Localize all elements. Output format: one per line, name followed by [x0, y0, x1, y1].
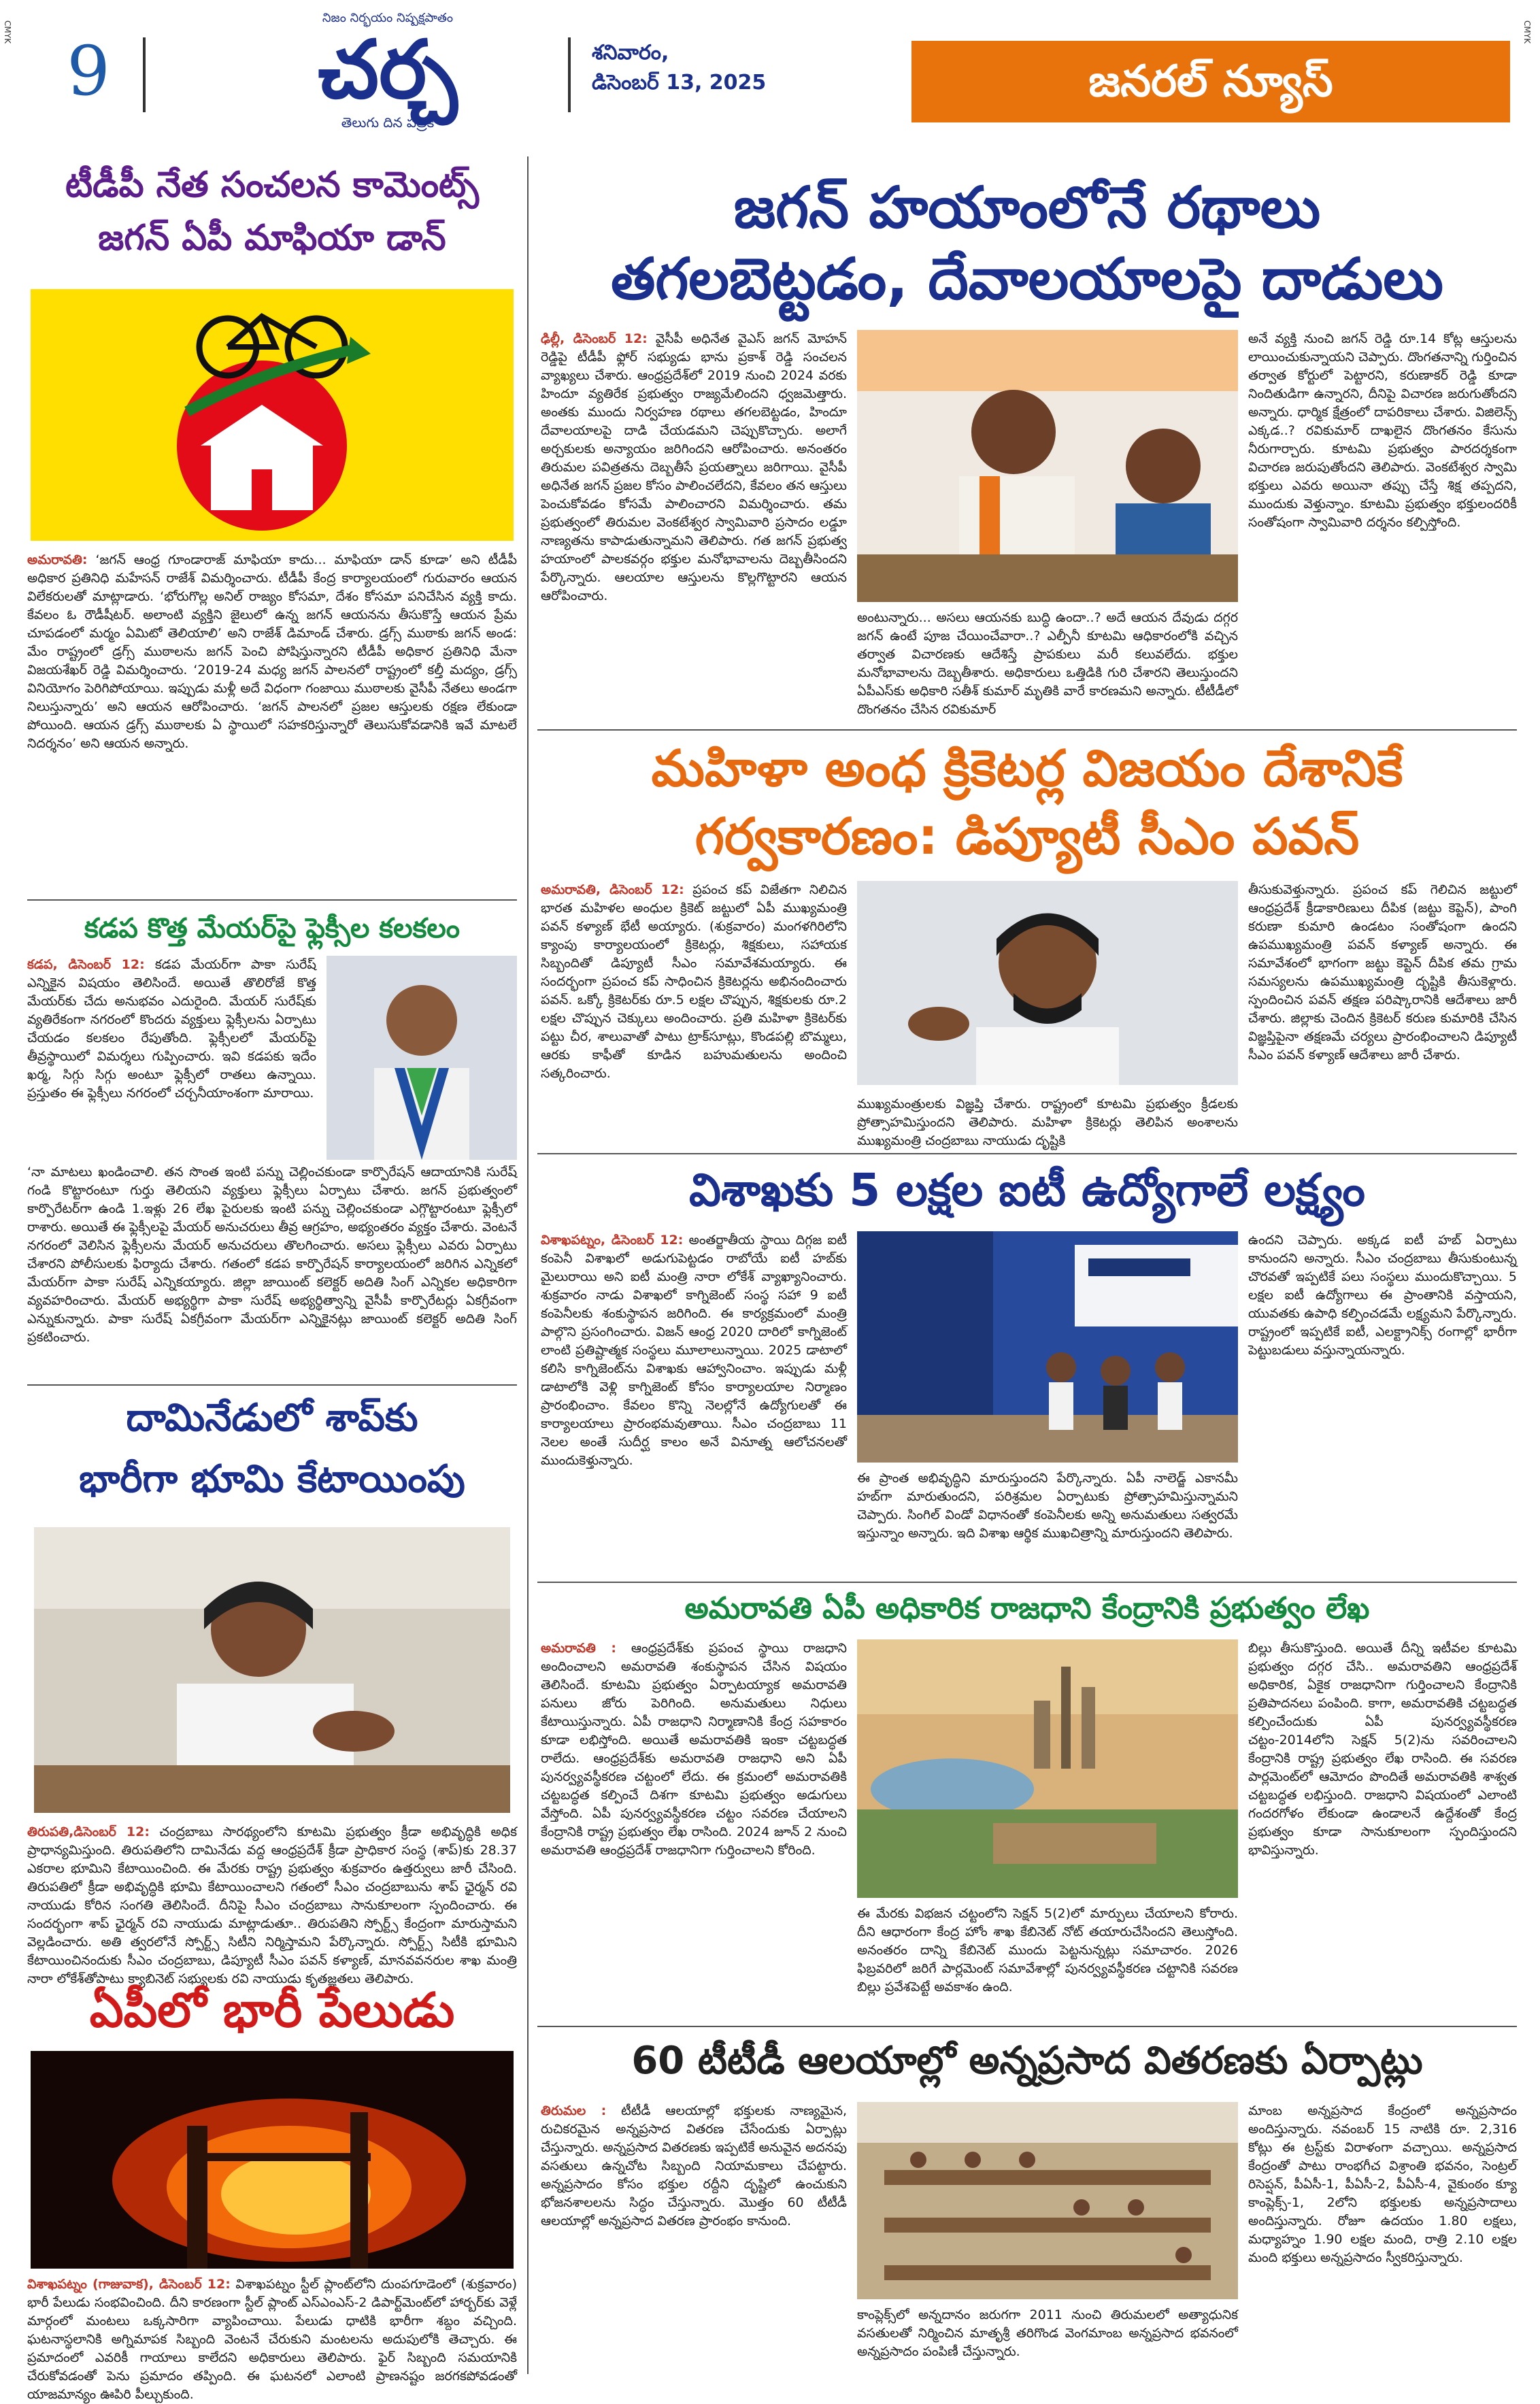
tdp-headline-2: జగన్ ఏపీ మాఫియా డాన్: [98, 218, 446, 258]
amaravati-col2-text: ఈ మేరకు విభజన చట్టంలోని సెక్షన్ 5(2)లో మార్పులు చేయాలని కోరారు. దీని ఆధారంగా కేంద్ర హోం శాఖ కేబినెట్ నోట్ తయారుచేసిందని తెలుస్తోంది. అనంతరం దాన్ని కేబినెట్ ముందు పెట్టనున్నట్లు సమాచారం. 2026 ఫిబ్రవరిలో జరిగే పార్లమెంట్ సమావేశాల్లో పునర్వ్యవస్థీకరణ చట్టానికి సవరణ బిల్లు ప్రవేశపెట్టే అవకాశం ఉంది.: [857, 1906, 1238, 1994]
amaravati-col2: [857, 1905, 1238, 2020]
cricket-col1-text: ప్రపంచ కప్ విజేతగా నిలిచిన భారత మహిళల అంధుల క్రికెట్ జట్టులో ఏపీ ముఖ్యమంత్రి పవన్ కళ్యాణ్ భేటీ అయ్యారు. (శుక్రవారం) మంగళగిరిలోని క్యాంపు కార్యాలయంలో క్రికెటర్లు, శిక్షకులు, సహాయక సిబ్బందితో డిప్యూటీ సీఎం సమావేశమయ్యారు. ఈ సందర్భంగా ప్రపంచ కప్ సాధించిన క్రికెటర్లను అభినందించారు పవన్. ఒక్కో క్రికెటర్‌కు రూ.5 లక్షల చొప్పున, శిక్షకులకు రూ.2 లక్షల చొప్పున చెక్కులు అందించారు. ప్రతి మహిళా క్రికెటర్‌కు పట్టు చీర, శాలువాతో పాటు ట్రాక్‌సూట్లు, కొండపల్లి బొమ్మలు, ఆరకు కాఫీతో కూడిన బహుమతులను అందించి సత్కరించారు.: [541, 882, 847, 1081]
cricket-col3: [1248, 881, 1517, 1150]
cmyk-label-left: CMYK: [3, 20, 12, 44]
tdp-dateline: అమరావతి:: [27, 552, 88, 567]
kadapa-mayor-photo: [327, 956, 517, 1160]
amaravati-col3: [1248, 1639, 1517, 2020]
jagan-press-photo: [857, 330, 1238, 602]
cmyk-label-right: CMYK: [1522, 20, 1532, 44]
ttd-col1-text: టీటీడీ ఆలయాల్లో భక్తులకు నాణ్యమైన, రుచికరమైన అన్నప్రసాద వితరణ చేసేందుకు ఏర్పాట్లు చేస్తున్నారు. అన్నప్రసాద వితరణకు ఇప్పటికే అనువైన అదనపు వసతులు ఉన్నచోట సిబ్బంది నియామకాలు చేపట్టారు. అన్నప్రసాదం కోసం భక్తుల రద్దీని దృష్టిలో ఉంచుకుని భోజనశాలలను సిద్ధం చేస్తున్నారు. మొత్తం 60 టీటీడీ ఆలయాల్లో అన్నప్రసాద వితరణ ప్రారంభం కానుంది.: [541, 2103, 847, 2228]
damineedu-dateline: తిరుపతి,డిసెంబర్ 12:: [27, 1824, 150, 1839]
kadapa-col1-text: కడప మేయర్‌గా పాకా సురేష్ ఎన్నికైన విషయం తెలిసిందే. అయితే తొలిరోజే కొత్త మేయర్‌కు చేదు అనుభవం ఎదురైంది. మేయర్ సురేష్‌కు వ్యతిరేకంగా నగరంలో కొందరు వ్యక్తులు ఫ్లెక్సీలను ఏర్పాటు చేయడం కలకలం రేపుతోంది. ఫ్లెక్సీలలో మేయర్‌పై తీవ్రస్థాయిలో విమర్శలు గుప్పించారు. ఇవి కడపకు ఇదేం ఖర్మ, సిగ్గు సిగ్గు అంటూ ఫ్లెక్సీలో రాతలు ఉన్నాయి. ప్రస్తుతం ఈ ఫ్లెక్సీలు నగరంలో చర్చనీయాంశంగా మారాయి.: [27, 957, 316, 1101]
cricket-col3-text: తీసుకువెళ్తున్నారు. ప్రపంచ కప్ గెలిచిన జట్టులో ఆంధ్రప్రదేశ్ క్రీడాకారిణులు దీపిక (జట్టు కెప్టెన్), పాంగి కరుణా కుమారి ఉండటం సంతోషంగా ఉందని ఉపముఖ్యమంత్రి పవన్ కళ్యాణ్ అన్నారు. ఈ సమావేశంలో భాగంగా జట్టు కెప్టెన్ దీపిక తమ గ్రామ సమస్యలను ఉపముఖ్యమంత్రి దృష్టికి తీసుకెళ్లారు. స్పందించిన పవన్ తక్షణ పరిష్కారానికి ఆదేశాలు జారీ చేశారు. జిల్లాకు చెందిన క్రికెటర్ కరుణ కుమారికి చేసిన విజ్ఞప్తిపైనా తక్షణమే చర్యలు ప్రారంభించాలని డిప్యూటీ సీఎం పవన్ కళ్యాణ్ ఆదేశాలు జారీ చేశారు.: [1248, 882, 1517, 1063]
vizag-col3-text: ఉందని చెప్పారు. అక్కడ ఐటీ హబ్ ఏర్పాటు కానుందని అన్నారు. సీఎం చంద్రబాబు తీసుకుంటున్న చొరవతో ఇప్పటికే పలు సంస్థలు ముందుకొచ్చాయి. 5 లక్షల ఐటీ ఉద్యోగాలు ఈ ప్రాంతానికి వస్తాయని, యువతకు ఉపాధి కల్పించడమే లక్ష్యమని పేర్కొన్నారు. రాష్ట్రంలో ఇప్పటికే ఐటీ, ఎలక్ట్రానిక్స్ రంగాల్లో భారీగా పెట్టుబడులు వస్తున్నాయన్నారు.: [1248, 1233, 1517, 1358]
left-divider-2: [27, 1384, 517, 1386]
tdp-headline-1: టీడీపీ నేత సంచలన కామెంట్స్: [65, 165, 480, 205]
jagan-headline-2: తగలబెట్టడం, దేవాలయాలపై దాడులు: [611, 246, 1443, 312]
amaravati-col1: [541, 1639, 847, 2020]
cricket-headline-2: గర్వకారణం: డిప్యూటీ సీఎం పవన్: [694, 807, 1360, 866]
kadapa-headline: కడప కొత్త మేయర్‌పై ఫ్లెక్సీల కలకలం: [84, 913, 461, 944]
cricket-col1: [541, 881, 847, 1150]
ttd-headline: 60 టీటీడీ ఆలయాల్లో అన్నప్రసాద వితరణకు ఏర్పాట్లు: [631, 2039, 1423, 2083]
right-divider-1: [537, 729, 1517, 731]
ttd-col3-text: మాంబ అన్నప్రసాద కేంద్రంలో అన్నప్రసాదం అందిస్తున్నారు. నవంబర్ 15 నాటికి రూ. 2,316 కోట్లు ఈ ట్రస్ట్‌కు విరాళంగా వచ్చాయి. అన్నప్రసాద కేంద్రంతో పాటు రాంభగీచ విశ్రాంతి భవనం, సెంట్రల్ రిసెప్షన్, పీఏసీ-1, పీఏసీ-2, పీఏసీ-4, వైకుంఠం క్యూ కాంప్లెక్స్-1, 2లోని భక్తులకు అన్నప్రసాదాలు అందిస్తున్నారు. రోజూ ఉదయం 1.80 లక్షలు, మధ్యాహ్నం 1.90 లక్షల మంది, రాత్రి 2.10 లక్షల మంది భక్తులు అన్నప్రసాదం స్వీకరిస్తున్నారు.: [1248, 2103, 1517, 2265]
right-divider-3: [537, 1582, 1517, 1583]
damineedu-text: చంద్రబాబు సారథ్యంలోని కూటమి ప్రభుత్వం క్రీడా అభివృద్ధికి అధిక ప్రాధాన్యమిస్తుంది. తిరుపతిలోని దామినేడు వద్ద ఆంధ్రప్రదేశ్ క్రీడా ప్రాధికార సంస్థ (శాప్)కు 28.37 ఎకరాల భూమిని కేటాయించింది. ఈ మేరకు రాష్ట్ర ప్రభుత్వం శుక్రవారం ఉత్తర్వులు జారీ చేసింది. తిరుపతిలో క్రీడా అభివృద్ధికి భూమి కేటాయించాలని గతంలో సీఎం చంద్రబాబును శాప్ ఛైర్మన్ రవి నాయుడు కోరిన సంగతి తెలిసిందే. దీనిపై సీఎం చంద్రబాబు సానుకూలంగా స్పందించారు. ఈ సందర్భంగా శాప్ ఛైర్మన్ రవి నాయుడు మాట్లాడుతూ.. తిరుపతిని స్పోర్ట్స్ కేంద్రంగా మారుస్తామని వెల్లడించారు. అతి త్వరలోనే స్పోర్ట్స్ సిటీని నిర్మిస్తామని పేర్కొన్నారు. స్పోర్ట్స్ సిటీకి భూమిని కేటాయించినందుకు సీఎం చంద్రబాబు, డిప్యూటీ సీఎం పవన్ కళ్యాణ్, మానవవనరుల శాఖ మంత్రి నారా లోకేశ్‌తోపాటు క్యాబినెట్ సభ్యులకు రవి నాయుడు కృతజ్ఞతలు తెలిపారు.: [27, 1824, 517, 1986]
cricket-col2-text: ముఖ్యమంత్రులకు విజ్ఞప్తి చేశారు. రాష్ట్రంలో కూటమి ప్రభుత్వం క్రీడలకు ప్రోత్సాహమిస్తుందని తెలిపారు. మహిళా క్రికెటర్లు తెలిపిన అంశాలను ముఖ్యమంత్రి చంద్రబాబు నాయుడు దృష్టికి: [857, 1097, 1238, 1148]
kadapa-dateline: కడప, డిసెంబర్ 12:: [27, 957, 145, 972]
ttd-col2-text: కాంప్లెక్స్‌లో అన్నదానం జరుగగా 2011 నుంచి తిరుమలలో అత్యాధునిక వసతులతో నిర్మించిన మాతృశ్రీ తరిగొండ వెంగమాంబ అన్నప్రసాద భవనంలో అన్నప్రసాదం పంపిణీ చేస్తున్నారు.: [857, 2307, 1238, 2359]
damineedu-photo: [34, 1527, 510, 1813]
tdp-text: ‘జగన్ ఆంధ్ర గూండారాజ్ మాఫియా కాదు... మాఫియా డాన్ కూడా’ అని టీడీపీ అధికార ప్రతినిధి మహేసన్ రాజేశ్ విమర్శించారు. టీడీపీ కేంద్ర కార్యాలయంలో గురువారం ఆయన విలేకరులతో మాట్లాడారు. ‘భోరుగొల్ల అనిల్ రాజ్యం కోసమా, దేశం కోసమా పనిచేసిన వ్యక్తి కాదు. కేవలం ఓ రౌడీషీటర్. అలాంటి వ్యక్తిని జైలులో ఉన్న జగన్ ఆయనను తీసుకొస్తే ఆయన ప్రేమ చూపడంలో మర్మం ఏమిటో తెలియాలి’ అని రాజేశ్ డిమాండ్ చేశారు. డ్రగ్స్ ముఠాకు జగన్ అండ: మేం రాష్ట్రంలో డ్రగ్స్ ముఠాలను జగన్ పెంచి పోషిస్తున్నారని టీడీపీ అధికార ప్రతినిధి మేనా విజయశేఖర్ రెడ్డి విమర్శించారు. ‘2019-24 మధ్య జగన్ పాలనలో రాష్ట్రంలో కల్తీ మద్యం, డ్రగ్స్ వినియోగం పెరిగిపోయాయి. ఇప్పుడు మళ్లీ అదే విధంగా గంజాయి ముఠాలకు వైసీపీ నేతలు అండగా నిలుస్తున్నారు’ అని ఆయన ఆరోపించారు. ‘జగన్ పాలనలో ప్రజల ఆస్తులకు రక్షణ లేకుండా పోయింది. ఆయన డ్రగ్స్ ముఠాలకు ఏ స్థాయిలో సహకరిస్తున్నారో తెలుసుకోవడానికి ఇవే మాటలే నిదర్శనం’ అని ఆయన అన్నారు.: [27, 552, 517, 751]
amaravati-col3-text: బిల్లు తీసుకొస్తుంది. అయితే దీన్ని ఇటీవల కూటమి ప్రభుత్వం దగ్గర చేసి.. అమరావతిని ఆంధ్రప్రదేశ్ అధికారిక, ఏకైక రాజధానిగా గుర్తించాలని కేంద్రానికి ప్రతిపాదనలు పంపింది. కాగా, అమరావతికి చట్టబద్ధత కల్పించేందుకు ఏపీ పునర్వ్యవస్థీకరణ చట్టం-2014లోని సెక్షన్ 5(2)ను సవరించాలని కేంద్రానికి రాష్ట్ర ప్రభుత్వం లేఖ రాసింది. ఈ సవరణ పార్లమెంట్‌లో ఆమోదం పొందితే అమరావతికి శాశ్వత చట్టబద్ధత లభిస్తుంది. రాజధాని విషయంలో ఎలాంటి గందరగోళం లేకుండా ఉండాలనే ఉద్దేశంతో కేంద్ర ప్రభుత్వం కూడా సానుకూలంగా స్పందిస్తుందని భావిస్తున్నారు.: [1248, 1641, 1517, 1858]
cognizant-event-photo: [857, 1231, 1238, 1463]
jagan-col1-text: వైసీపీ అధినేత వైఎస్ జగన్ మోహన్ రెడ్డిపై టీడీపీ ఫ్లోర్ సభ్యుడు భాను ప్రకాశ్ రెడ్డి సంచలన వ్యాఖ్యలు చేశారు. ఆంధ్రప్రదేశ్‌లో 2019 నుంచి 2024 వరకు హిందూ వ్యతిరేక ప్రభుత్వం రాజ్యమేలిందని ధ్వజమెత్తారు. అంతకు ముందు నిర్వహణ రథాలు తగలబెట్టడం, హిందూ దేవాలయాలపై దాడి చేయడమని చెప్పుకొచ్చారు. అలాగే అర్చకులకు అన్యాయం జరిగిందని ఆరోపించారు. అనంతరం తిరుమల పవిత్రతను దెబ్బతీసే ప్రయత్నాలు జరిగాయి. వైసీపీ అధినేత జగన్ ప్రజల కోసం పాలించలేదని, కేవలం తన ఆస్తులు పెంచుకోవడం కోసమే పాలించారని విమర్శించారు. తమ ప్రభుత్వంలో తిరుమల వెంకటేశ్వర స్వామివారి ప్రసాదం లడ్డూ నాణ్యతను కాపాడుతున్నామని తెలిపారు. గత జగన్ ప్రభుత్వ హయాంలో పాలకవర్గం భక్తుల మనోభావాలను దెబ్బతీసిందని పేర్కొన్నారు. ఆలయాల ఆస్తులను కొల్లగొట్టారని ఆయన ఆరోపించారు.: [541, 331, 847, 603]
blast-dateline: విశాఖపట్నం (గాజువాక), డిసెంబర్ 12:: [27, 2277, 231, 2292]
right-divider-2: [537, 1153, 1517, 1154]
tdp-body: [27, 551, 517, 891]
amaravati-capital-render: [857, 1639, 1238, 1898]
annaprasadam-hall-photo: [857, 2102, 1238, 2299]
damineedu-headline-1: దామినేడులో శాప్‌కు: [126, 1396, 418, 1440]
jagan-headline-1: జగన్ హయాంలోనే రథాలు: [733, 174, 1321, 241]
issue-day: శనివారం,: [592, 41, 669, 65]
page-number: 9: [67, 31, 110, 111]
cricket-headline-1: మహిళా అంధ క్రికెటర్ల విజయం దేశానికే: [651, 739, 1403, 798]
blast-fire-photo: [31, 2051, 514, 2269]
cricket-dateline: అమరావతి, డిసెంబర్ 12:: [541, 882, 684, 897]
ttd-col1: [541, 2102, 847, 2374]
damineedu-headline-2: భారీగా భూమి కేటాయింపు: [79, 1457, 465, 1501]
ttd-col2: [857, 2306, 1238, 2374]
kadapa-col1: [27, 956, 316, 1160]
vizag-col2: [857, 1469, 1238, 1578]
amaravati-col1-text: ఆంధ్రప్రదేశ్‌కు ప్రపంచ స్థాయి రాజధాని అందించాలని అమరావతి శంకుస్థాపన చేసిన విషయం తెలిసిందే. కూటమి ప్రభుత్వం ఏర్పాటయ్యాక అమరావతి పనులు జోరు పెరిగింది. అనుమతులు నిధులు కేటాయిస్తున్నారు. ఏపీ రాజధాని నిర్మాణానికి కేంద్ర సహకారం కూడా లభిస్తోంది. అయితే అమరావతికి ఇంకా చట్టబద్ధత రాలేదు. ఆంధ్రప్రదేశ్‌కు అమరావతి రాజధాని అని ఏపీ పునర్వ్యవస్థీకరణ చట్టంలో లేదు. ఈ క్రమంలో అమరావతికి చట్టబద్ధత కల్పించే దిశగా కూటమి ప్రభుత్వం అడుగులు వేస్తోంది. ఏపీ పునర్వ్యవస్థీకరణ చట్టం సవరణ చేయాలని కేంద్రానికి రాష్ట్ర ప్రభుత్వం లేఖ రాసింది. 2024 జూన్ 2 నుంచి అమరావతి ఆంధ్రప్రదేశ్ రాజధానిగా గుర్తించాలని కోరింది.: [541, 1641, 847, 1858]
masthead-logo: చర్చ: [318, 22, 458, 116]
vizag-col2-text: ఈ ప్రాంత అభివృద్ధిని మారుస్తుందని పేర్కొన్నారు. ఏపీ నాలెడ్జ్ ఎకానమీ హబ్‌గా మారుతుందని, పరిశ్రమల ఏర్పాటుకు ప్రోత్సాహమిస్తున్నామని చెప్పారు. సింగిల్ విండో విధానంతో కంపెనీలకు అన్ని అనుమతులు సత్వరమే ఇస్తున్నాం అన్నారు. ఇది విశాఖ ఆర్థిక ముఖచిత్రాన్ని మారుస్తుందని తెలిపారు.: [857, 1471, 1238, 1541]
kadapa-rest-text: ‘నా మాటలు ఖండించాలి. తన సొంత ఇంటి పన్ను చెల్లించకుండా కార్పొరేషన్ ఆదాయానికి సురేష్ గండి కొట్టారంటూ గుర్తు తెలియని వ్యక్తులు ఫ్లెక్సీలు ఏర్పాటు చేశారు. జగన్ ప్రభుత్వంలో కార్పొరేటర్‌గా ఉండి 1.ఇళ్లు 26 లేఖ పైరులకు ఇంటి పన్ను చెల్లించకుండా ఎగ్గొట్టారంటూ ఫ్లెక్సీలో రాశారు. అయితే ఈ ఫ్లెక్సీలపై మేయర్ అనుచరులు తీవ్ర ఆగ్రహం, అభ్యంతరం వ్యక్తం చేశారు. వెంటనే నగరంలో వెలిసిన ఫ్లెక్సీలను మేయర్ అనుచరులు తొలగించారు. అసలు ఫ్లెక్సీలు ఎవరు ఏర్పాటు చేశారని పోలీసులకు ఫిర్యాదు చేశారు. గతంలో కడప కార్పొరేషన్ కార్యాలయంలో జరిగిన ఎన్నికలో మేయర్‌గా పాకా సురేష్ ఎన్నికయ్యారు. జిల్లా జాయింట్ కలెక్టర్ అదితి సింగ్ ఎన్నికల అధికారిగా వ్యవహరించారు. మేయర్ అభ్యర్థిగా పాకా సురేష్ అభ్యర్థిత్వాన్ని వైసీపీ కార్పొరేటర్లు ఏకగ్రీవంగా ఎన్నుకున్నారు. పాకా సురేష్ ఏకగ్రీవంగా మేయర్‌గా ఎన్నికైనట్లు జాయింట్ కలెక్టర్ అదితి సింగ్ ప్రకటించారు.: [27, 1165, 517, 1345]
vizag-dateline: విశాఖపట్నం, డిసెంబర్ 12:: [541, 1233, 684, 1248]
left-divider-1: [27, 899, 517, 901]
amaravati-dateline: అమరావతి :: [541, 1641, 616, 1656]
pawan-photo: [857, 881, 1238, 1085]
ttd-col3: [1248, 2102, 1517, 2374]
amaravati-headline: అమరావతి ఏపీ అధికారిక రాజధాని కేంద్రానికి ప్రభుత్వం లేఖ: [684, 1591, 1370, 1626]
cmyk-mark-right: [1522, 20, 1536, 109]
column-divider: [527, 156, 529, 2374]
ttd-dateline: తిరుమల :: [541, 2103, 607, 2118]
vizag-col1-text: అంతర్జాతీయ స్థాయి దిగ్గజ ఐటీ కంపెనీ విశాఖలో అడుగుపెట్టడం రాబోయే ఐటీ హబ్‌కు మైలురాయి అని ఐటీ మంత్రి నారా లోకేశ్ వ్యాఖ్యానించారు. శుక్రవారం నాడు విశాఖలో కాగ్నిజెంట్ సంస్థ సహా 9 ఐటీ కంపెనీలకు శంకుస్థాపన జరిగింది. ఈ కార్యక్రమంలో మంత్రి పాల్గొని ప్రసంగించారు. విజన్ ఆంధ్ర 2020 దారిలో కాగ్నిజెంట్ లాంటి ప్రతిష్టాత్మక సంస్థలు మూలాలున్నాయి. 2025 డాటాలో కలిసి కాగ్నిజెంట్‌ను విశాఖకు ఆహ్వానించాం. ఇప్పుడు మళ్లీ డాటాలోకి వెళ్లి కాగ్నిజెంట్ కోసం కార్యాలయాల నిర్మాణం ప్రారంభించాం. కేవలం కొన్ని నెలల్లోనే ఉద్యోగులతో ఈ కార్యాలయాలు ప్రారంభమవుతాయి. సీఎం చంద్రబాబు 11 నెలల అంతే సుదీర్ఘ కాలం అనే వినూత్న ఆలోచనలతో ముందుకెళ్తున్నారు.: [541, 1233, 847, 1468]
vizag-col3: [1248, 1231, 1517, 1578]
tdp-logo-image: [31, 289, 514, 541]
cmyk-mark-left: [3, 20, 16, 109]
section-title: జనరల్ న్యూస్: [1088, 56, 1333, 107]
right-divider-4: [537, 2026, 1517, 2027]
section-banner: [911, 41, 1510, 122]
jagan-col1: [541, 330, 847, 724]
vizag-col1: [541, 1231, 847, 1578]
header-divider-left: [143, 37, 146, 112]
blast-text: విశాఖపట్నం స్టీల్ ప్లాంట్‌లోని దుంపగూడెంలో (శుక్రవారం) భారీ పేలుడు సంభవించింది. దీని కారణంగా స్టీల్ ప్లాంట్ ఎస్ఎంఎస్-2 డిపార్ట్‌మెంట్‌లో హార్బర్‌కు వెళ్లే మార్గంలో మంటలు ఒక్కసారిగా వ్యాపించాయి. పేలుడు ధాటికి భారీగా శబ్దం వచ్చింది. ఘటనాస్థలానికి అగ్నిమాపక సిబ్బంది వెంటనే చేరుకుని మంటలను అదుపులోకి తెచ్చారు. ఈ ప్రమాదంలో ఎవరికీ గాయాలు కాలేదని అధికారులు తెలిపారు. ఫైర్ సిబ్బంది సమయానికి చేరుకోవడంతో పెను ప్రమాదం తప్పింది. ఈ ఘటనలో ఎలాంటి ప్రాణనష్టం జరగకపోవడంతో యాజమాన్యం ఊపిరి పీల్చుకుంది.: [27, 2277, 517, 2402]
issue-date: డిసెంబర్ 13, 2025: [592, 71, 767, 95]
kadapa-body: [27, 1163, 517, 1381]
vizag-headline: విశాఖకు 5 లక్షల ఐటీ ఉద్యోగాలే లక్ష్యం: [689, 1164, 1365, 1216]
blast-body: [27, 2275, 517, 2402]
masthead: [245, 7, 531, 133]
jagan-col3-text: అనే వ్యక్తి నుంచి జగన్ రెడ్డి రూ.14 కోట్ల ఆస్తులను లాయించుకున్నాయని చెప్పారు. దొంగతనాన్ని గుర్తించిన తర్వాత కోర్టులో పెట్టారని, కరుణాకర్ రెడ్డి కూడా నిందితుడిగా ఉన్నారని, దీనిపై విచారణ జరుగుతోందని అన్నారు. ధార్మిక క్షేత్రంలో దాపరికాలు చేశారు. విజిలెన్స్ ఎక్కడ..? రవికుమార్ దాఖలైన దొంగతనం కేసును నీరుగార్చారు. కూటమి ప్రభుత్వం పారదర్శకంగా విచారణ జరుపుతోందని తెలిపారు. వెంకటేశ్వర స్వామి భక్తులు ఎవరు అయినా తప్పు చేస్తే శిక్ష తప్పదని, ముందుకు వెళ్తున్నాం. కూటమి ప్రభుత్వం భక్తులందరికీ సంతోషంగా స్వామివారి దర్శనం కల్పిస్తోంది.: [1248, 331, 1517, 530]
tdp-party-flag: [31, 289, 514, 541]
blast-headline: ఏపీలో భారీ పేలుడు: [89, 1982, 455, 2038]
jagan-col2: [857, 609, 1238, 724]
header-divider-mid: [568, 37, 571, 112]
jagan-col3: [1248, 330, 1517, 724]
masthead-tagline: నిజం నిర్భయం నిష్పక్షపాతం: [322, 11, 454, 25]
cricket-col2: [857, 1095, 1238, 1150]
jagan-col2-text: అంటున్నారు... అసలు ఆయనకు బుద్ధి ఉందా..? అదే ఆయన దేవుడు దగ్గర జగన్ ఉంటే పూజ చేయించేవారా..? ఎల్పీనీ కూటమి ఆధికారంలోకి వచ్చిన తర్వాత విచారణకు ఆదేశిస్తే ప్రాపకులు మరీ కలువలేదు. భక్తుల మనోభావాలను దెబ్బతీశారు. అధికారులు ఒత్తిడికి గురి చేశారని తెలుస్తుందని ఏపీఎస్‌కు అధికారి సతీశ్ కుమార్ మృతికి వారే కారణమని అన్నారు. టీటీడీలో దొంగతనం చేసిన రవికుమార్: [857, 610, 1238, 717]
masthead-subtitle: తెలుగు దిన పత్రిక: [341, 114, 435, 131]
jagan-dateline: ఢిల్లీ, డిసెంబర్ 12:: [541, 331, 648, 346]
